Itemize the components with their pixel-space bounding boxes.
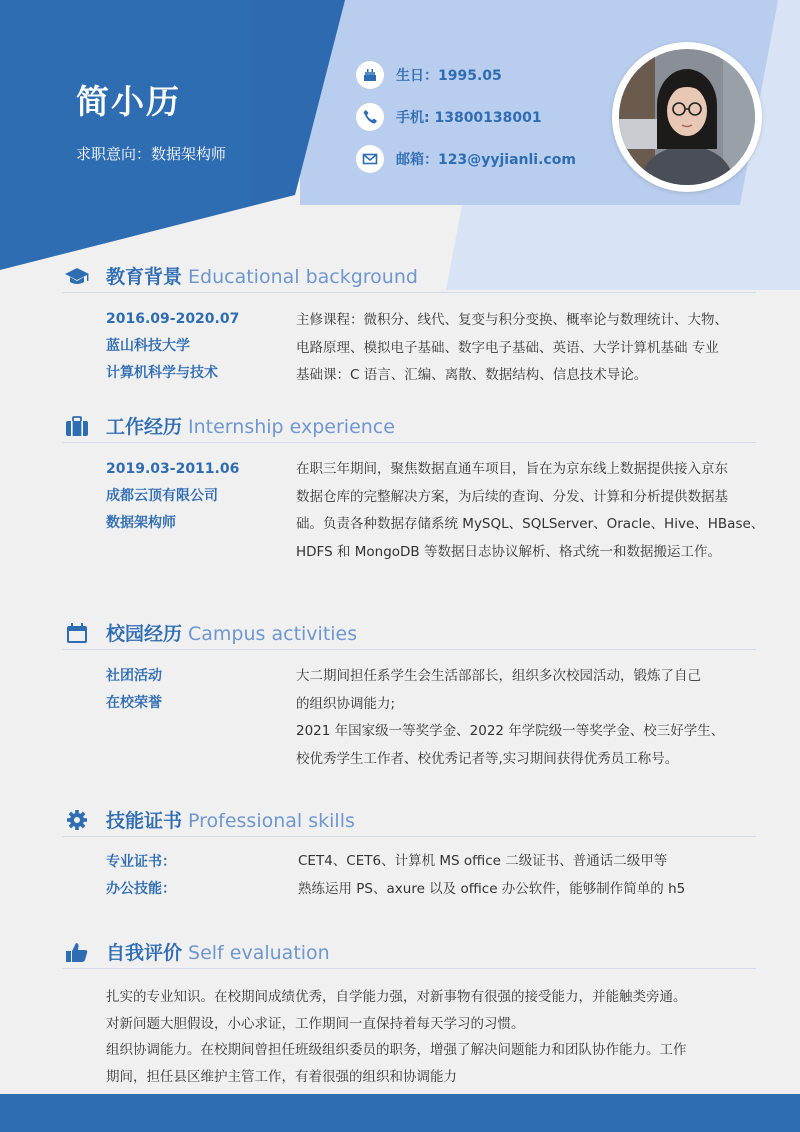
detail-line: 熟练运用 PS、axure 以及 office 办公软件，能够制作简单的 h5 bbox=[298, 880, 686, 897]
footer-bar bbox=[0, 1094, 800, 1132]
section-education-header bbox=[62, 260, 756, 293]
detail-line: 基础课：C 语言、汇编、离散、数据结构、信息技术导论。 bbox=[296, 367, 648, 383]
campus-label: 社团活动 bbox=[106, 668, 162, 684]
detail-line: 组织协调能力。在校期间曾担任班级组织委员的职务，增强了解决问题能力和团队协作能力。工作 bbox=[106, 1042, 687, 1058]
work-meta bbox=[106, 456, 286, 537]
section-title: 工作经历 Internship experience bbox=[106, 416, 395, 438]
birthday-text: 生日：1995.05 bbox=[396, 68, 502, 84]
section-title: 自我评价 Self evaluation bbox=[106, 942, 330, 964]
work-detail bbox=[296, 456, 765, 566]
cake-icon bbox=[356, 61, 384, 89]
detail-line: 电路原理、模拟电子基础、数字电子基础、英语、大学计算机基础 专业 bbox=[296, 339, 719, 356]
section-title: 技能证书 Professional skills bbox=[106, 810, 355, 832]
detail-line: 主修课程：微积分、线代、复变与积分变换、概率论与数理统计、大物、 bbox=[296, 312, 728, 328]
campus-meta bbox=[106, 663, 286, 717]
skills-label: 办公技能： bbox=[106, 881, 176, 897]
section-work-header bbox=[62, 410, 756, 443]
skills-meta bbox=[106, 849, 286, 903]
education-meta bbox=[106, 306, 286, 387]
detail-line: 的组织协调能力; bbox=[296, 695, 396, 712]
detail-line: 数据仓库的完整解决方案，为后续的查询、分发、计算和分析提供数据基 bbox=[296, 488, 728, 505]
work-role: 数据架构师 bbox=[106, 515, 176, 531]
contact-email bbox=[356, 144, 576, 174]
education-detail bbox=[296, 307, 756, 390]
campus-label: 在校荣誉 bbox=[106, 695, 162, 711]
job-intent: 求职意向：数据架构师 bbox=[76, 145, 227, 163]
phone-text: 手机: 13800138001 bbox=[396, 110, 542, 126]
skills-detail bbox=[298, 848, 758, 903]
profile-photo bbox=[612, 42, 762, 192]
detail-line: 校优秀学生工作者、校优秀记者等,实习期间获得优秀员工称号。 bbox=[296, 750, 679, 767]
briefcase-icon bbox=[64, 415, 90, 437]
work-company: 成都云顶有限公司 bbox=[106, 488, 218, 504]
calendar-icon bbox=[64, 622, 90, 644]
graduation-cap-icon bbox=[64, 265, 90, 287]
section-self-header bbox=[62, 936, 756, 969]
skills-label: 专业证书： bbox=[106, 854, 176, 870]
phone-icon bbox=[356, 103, 384, 131]
contact-phone bbox=[356, 102, 542, 132]
education-major: 计算机科学与技术 bbox=[106, 365, 218, 381]
self-evaluation-text bbox=[106, 984, 756, 1090]
section-skills-header bbox=[62, 804, 756, 837]
candidate-name: 简小历 bbox=[76, 82, 181, 121]
work-date: 2019.03-2011.06 bbox=[106, 461, 240, 477]
email-text: 邮箱：123@yyjianli.com bbox=[396, 152, 576, 168]
detail-line: 在职三年期间，聚焦数据直通车项目，旨在为京东线上数据提供接入京东 bbox=[296, 461, 728, 477]
detail-line: 扎实的专业知识。在校期间成绩优秀，自学能力强，对新事物有很强的接受能力，并能触类旁通。 bbox=[106, 989, 687, 1005]
contact-birthday bbox=[356, 60, 502, 90]
detail-line: 2021 年国家级一等奖学金、2022 年学院级一等奖学金、校三好学生、 bbox=[296, 723, 725, 739]
detail-line: 期间，担任县区维护主管工作，有着很强的组织和协调能力 bbox=[106, 1068, 457, 1085]
section-title: 校园经历 Campus activities bbox=[106, 623, 358, 645]
gear-icon bbox=[64, 809, 90, 831]
section-title: 教育背景 Educational background bbox=[106, 266, 418, 288]
detail-line: 对新问题大胆假设，小心求证，工作期间一直保持着每天学习的习惯。 bbox=[106, 1015, 525, 1032]
detail-line: HDFS 和 MongoDB 等数据日志协议解析、格式统一和数据搬运工作。 bbox=[296, 543, 721, 560]
education-date: 2016.09-2020.07 bbox=[106, 311, 240, 327]
detail-line: CET4、CET6、计算机 MS office 二级证书、普通话二级甲等 bbox=[298, 853, 668, 869]
campus-detail bbox=[296, 663, 756, 773]
mail-icon bbox=[356, 145, 384, 173]
detail-line: 础。负责各种数据存储系统 MySQL、SQLServer、Oracle、Hive、HBase、 bbox=[296, 516, 765, 532]
detail-line: 大二期间担任系学生会生活部部长，组织多次校园活动，锻炼了自己 bbox=[296, 668, 701, 684]
section-campus-header bbox=[62, 617, 756, 650]
thumbs-up-icon bbox=[64, 941, 90, 963]
education-school: 蓝山科技大学 bbox=[106, 338, 190, 354]
